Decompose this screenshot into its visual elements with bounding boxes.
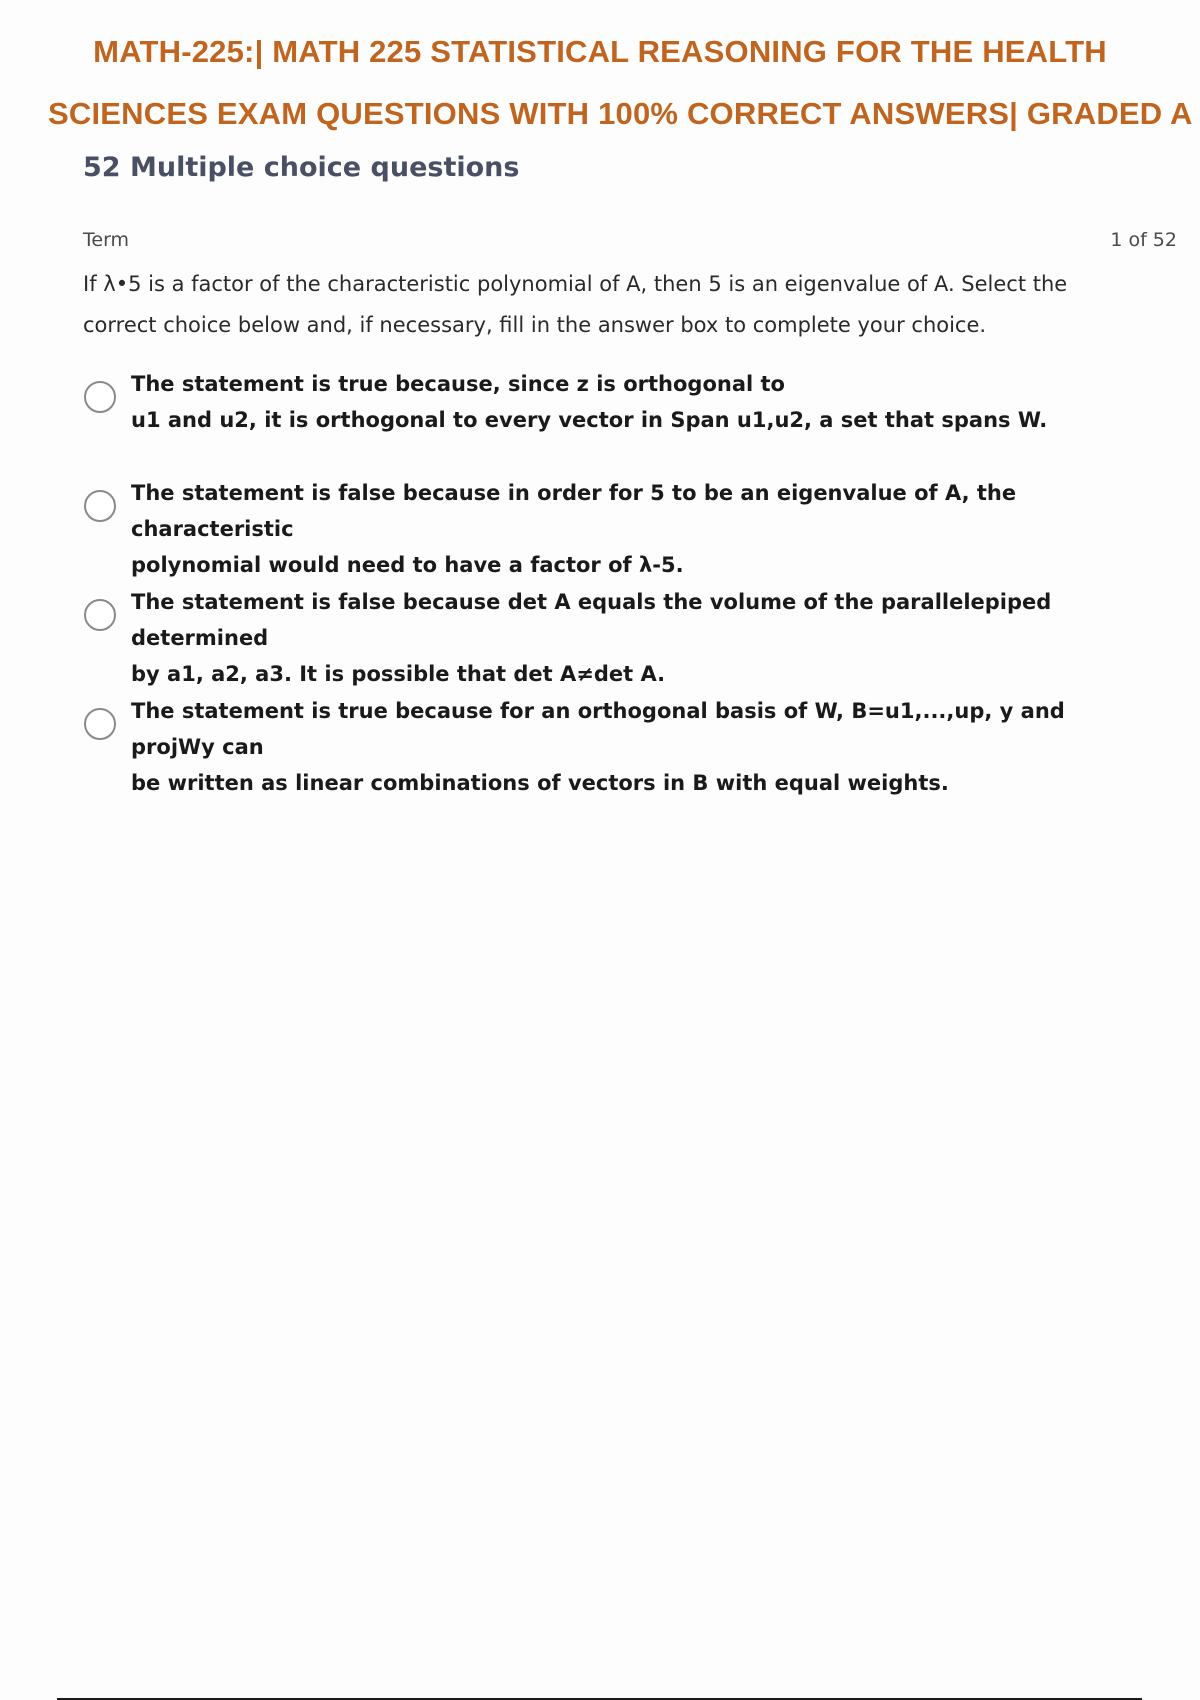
radio-button-icon[interactable] [84, 599, 116, 631]
answer-option-text [131, 693, 1141, 801]
answer-option-text [131, 366, 1141, 438]
answer-option-1[interactable] [83, 366, 1143, 475]
document-title-line-1: MATH-225:| MATH 225 STATISTICAL REASONING FOR THE HEALTH [93, 34, 1107, 69]
document-title-line-2: SCIENCES EXAM QUESTIONS WITH 100% CORRECT ANSWERS| GRADED A [48, 96, 1193, 131]
answer-option-line: The statement is true because for an orthogonal basis of W, B=u1,...,up, y and projWy can [131, 699, 1065, 759]
answer-option-line: The statement is false because det A equals the volume of the parallelepiped determined [131, 590, 1052, 650]
question-counter: 1 of 52 [1110, 229, 1177, 251]
answer-option-line: polynomial would need to have a factor of λ-5. [131, 553, 684, 577]
radio-button-icon[interactable] [84, 381, 116, 413]
radio-button-icon[interactable] [84, 708, 116, 740]
answer-option-3[interactable] [83, 584, 1143, 693]
answer-option-4[interactable] [83, 693, 1143, 802]
question-count-heading: 52 Multiple choice questions [83, 152, 520, 183]
answer-option-text [131, 584, 1141, 692]
answer-options [83, 366, 1143, 802]
answer-option-line: by a1, a2, a3. It is possible that det A≠det A. [131, 662, 666, 686]
question-text: If λ•5 is a factor of the characteristic polynomial of A, then 5 is an eigenvalue of A. Select the correct choice below and, if necessary, fill in the answer box to complete your choice. [83, 272, 1068, 337]
answer-option-2[interactable] [83, 475, 1143, 584]
answer-option-line: be written as linear combinations of vectors in B with equal weights. [131, 771, 949, 795]
term-label: Term [83, 229, 130, 251]
answer-option-line: The statement is true because, since z is orthogonal to [131, 372, 785, 396]
answer-option-line: The statement is false because in order for 5 to be an eigenvalue of A, the characteristic [131, 481, 1017, 541]
radio-button-icon[interactable] [84, 490, 116, 522]
answer-option-text [131, 475, 1141, 583]
answer-option-line: u1 and u2, it is orthogonal to every vector in Span u1,u2, a set that spans W. [131, 408, 1048, 432]
